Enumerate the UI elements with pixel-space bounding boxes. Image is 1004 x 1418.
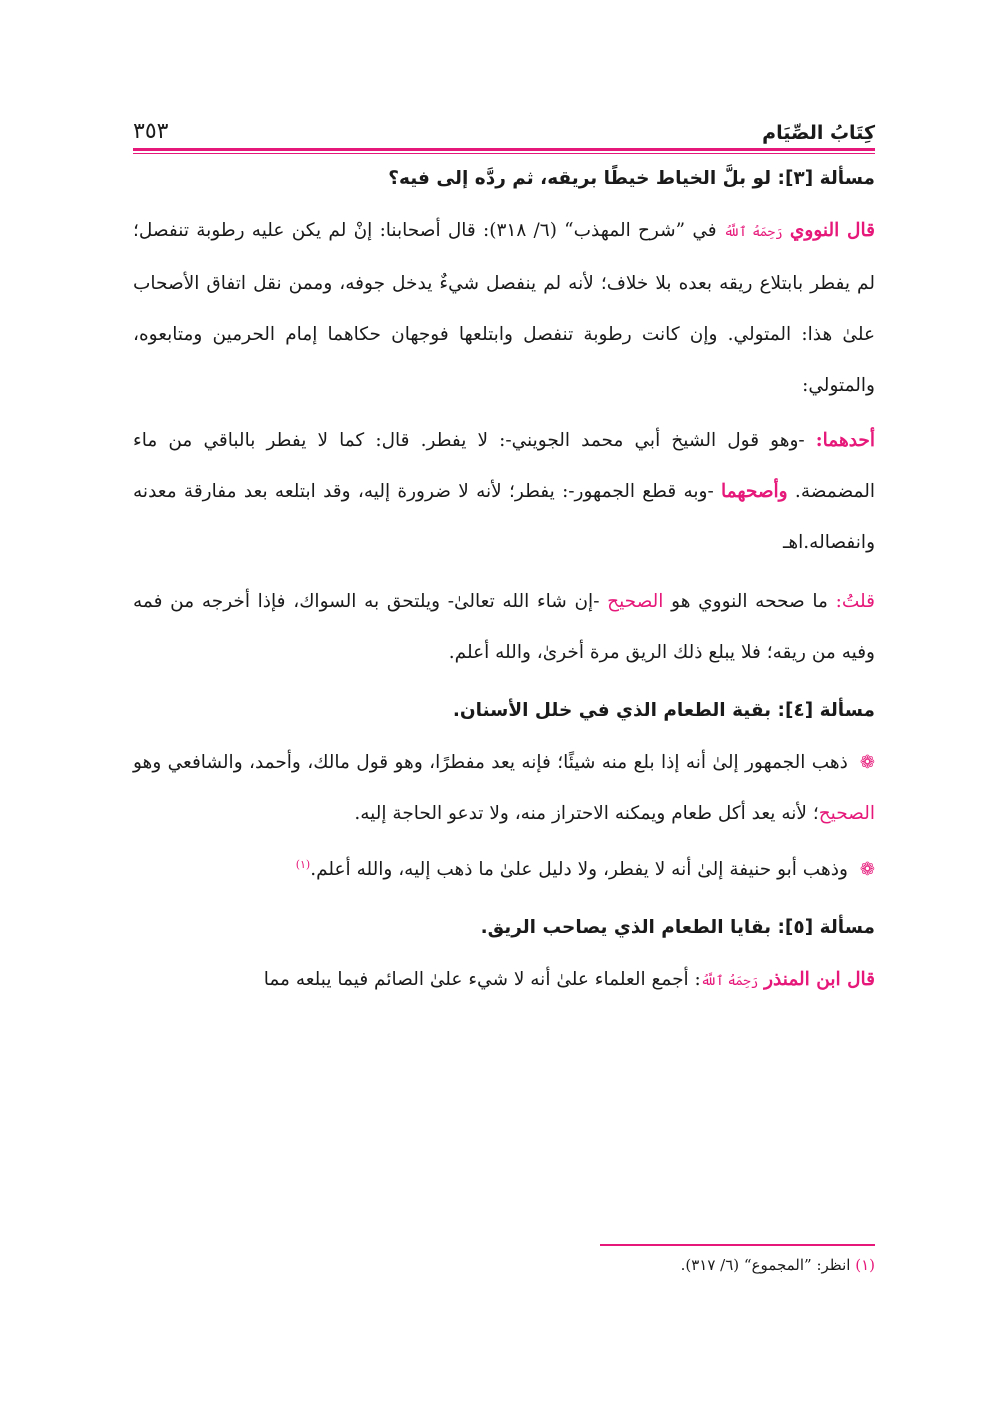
sahih-term: الصحيح — [818, 803, 875, 824]
paragraph-text: ؛ لأنه يعد أكل طعام ويمكنه الاحتراز منه، ولا تدعو الحاجة إليه. — [354, 803, 819, 824]
paragraph-text: : أجمع العلماء علىٰ أنه لا شيء علىٰ الصائم فيما يبلعه مما — [263, 969, 701, 991]
issue-3-paragraph-1 — [133, 205, 875, 411]
paragraph-text: وذهب أبو حنيفة إلىٰ أنه لا يفطر، ولا دليل علىٰ ما ذهب إليه، والله أعلم. — [310, 859, 848, 881]
issue-4-bullet-2 — [133, 839, 875, 895]
page-number: ٣٥٣ — [133, 119, 169, 144]
second-view-label: وأصحهما — [721, 481, 788, 502]
paragraph-text: -إن شاء الله تعالىٰ- ويلتحق به السواك، فإذا أخرجه من فمه وفيه من ريقه؛ فلا يبلع ذلك الريق مرة أخرىٰ، والله أعلم. — [133, 591, 875, 663]
flower-bullet-icon: ❁ — [859, 752, 875, 773]
honorific: رَحِمَهُ ٱللَّهُ — [700, 974, 759, 990]
running-header — [133, 104, 875, 144]
paragraph-text: -وهو قول الشيخ أبي محمد الجويني-: لا يفطر. قال: كما لا يفطر بالباقي من ماء المضمضة. — [133, 430, 875, 502]
paragraph-text: ما صححه النووي هو — [663, 591, 836, 612]
issue-3-title: مسألة [٣]: لو بلَّ الخياط خيطًا بريقه، ثم ردَّه إلى فيه؟ — [388, 168, 875, 189]
paragraph-text: ذهب الجمهور إلىٰ أنه إذا بلع منه شيئًا؛ فإنه يعد مفطرًا، وهو قول مالك، وأحمد، والشافعي وهو — [133, 752, 848, 773]
footnote-text: انظر: ”المجموع“ (٦/ ٣١٧). — [680, 1256, 856, 1274]
footnote-rule — [600, 1244, 875, 1246]
issue-5-title: مسألة [٥]: بقايا الطعام الذي يصاحب الريق. — [480, 917, 875, 939]
author-note-label: قلتُ: — [835, 591, 875, 612]
flower-bullet-icon: ❁ — [859, 859, 875, 881]
sahih-term: الصحيح — [607, 591, 664, 612]
first-view-label: أحدهما: — [815, 430, 875, 451]
issue-5-paragraph-1 — [133, 954, 875, 1007]
book-title: كِتَابُ الصِّيَام — [762, 122, 875, 144]
honorific: رَحِمَهُ ٱللَّهُ — [723, 225, 783, 240]
paragraph-text: -وبه قطع الجمهور-: يفطر؛ لأنه لا ضرورة إليه، وقد ابتلعه بعد مفارقة معدنه وانفصاله.اهـ — [133, 481, 875, 553]
paragraph-text: في ”شرح المهذب“ (٦/ ٣١٨): قال أصحابنا: إنْ لم يكن عليه رطوبة تنفصل؛ لم يفطر بابتلاع ريقه بعده بلا خلاف؛ لأنه لم ينفصل شيءٌ يدخل جوفه، وممن نقل اتفاق الأصحاب علىٰ هذا: المتولي. وإن كانت رطوبة تنفصل وابتلعها فوجهان حكاهما إمام الحرمين ومتابعوه، والمتولي: — [133, 220, 875, 396]
scholar-name: قال النووي — [789, 220, 875, 241]
header-rule-thick — [133, 148, 875, 151]
scholar-name: قال ابن المنذر — [764, 969, 875, 991]
footnote — [681, 1256, 875, 1274]
issue-4-bullet-1 — [133, 737, 875, 839]
issue-3-paragraph-3 — [133, 576, 875, 678]
issue-4-title: مسألة [٤]: بقية الطعام الذي في خلل الأسنان. — [452, 700, 875, 721]
footnote-number: (١) — [855, 1256, 875, 1274]
issue-3-paragraph-2 — [133, 415, 875, 568]
page-body — [133, 104, 875, 1007]
footnote-reference[interactable]: (١) — [295, 858, 311, 871]
